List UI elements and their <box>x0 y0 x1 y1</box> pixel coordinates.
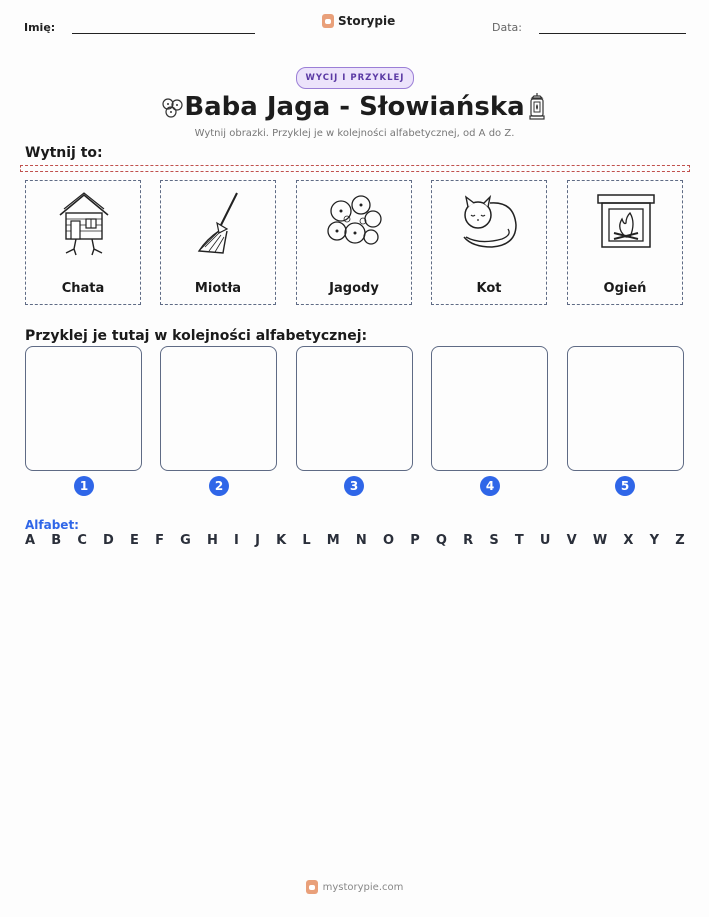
alphabet-letter: P <box>410 533 420 548</box>
slot-number-badge: 5 <box>615 476 635 496</box>
alphabet-letter: Y <box>649 533 660 548</box>
alphabet-letter: Q <box>435 533 447 548</box>
hut-icon <box>54 189 114 257</box>
alphabet-letter: A <box>25 533 36 548</box>
alphabet-label: Alfabet: <box>25 518 79 532</box>
alphabet-letter: F <box>155 533 164 548</box>
paste-slot-4[interactable] <box>431 346 548 471</box>
paste-slot-2[interactable] <box>160 346 277 471</box>
cut-card-miotla[interactable] <box>160 180 276 305</box>
date-label: Data: <box>492 21 522 34</box>
storypie-logo-icon <box>306 880 318 894</box>
card-label: Ogień <box>603 281 647 296</box>
name-line[interactable] <box>72 33 255 34</box>
paste-slot-3[interactable] <box>296 346 413 471</box>
alphabet-letter: L <box>302 533 311 548</box>
alphabet-letter: E <box>130 533 139 548</box>
brand-logo <box>322 14 395 28</box>
alphabet-letter: K <box>276 533 287 548</box>
alphabet-letter: W <box>592 533 608 548</box>
alphabet-letter: C <box>77 533 87 548</box>
alphabet-letter: J <box>255 533 260 548</box>
alphabet-letter: R <box>463 533 474 548</box>
paste-section-label: Przyklej je tutaj w kolejności alfabetycznej: <box>25 328 368 344</box>
activity-tag: WYCIJ I PRZYKLEJ <box>296 67 414 89</box>
card-label: Miotła <box>194 281 242 296</box>
alphabet-letter: U <box>539 533 551 548</box>
cut-card-kot[interactable] <box>431 180 547 305</box>
alphabet-row <box>25 533 685 548</box>
fireplace-icon <box>596 189 656 257</box>
brand-name: Storypie <box>338 14 396 28</box>
card-label: Jagody <box>329 281 379 296</box>
name-label: Imię: <box>24 21 56 34</box>
alphabet-letter: S <box>489 533 499 548</box>
card-label: Chata <box>61 281 105 296</box>
alphabet-letter: B <box>51 533 62 548</box>
date-line[interactable] <box>539 33 686 34</box>
lantern-icon <box>527 92 547 126</box>
alphabet-letter: Z <box>675 533 685 548</box>
cut-section-label: Wytnij to: <box>25 145 103 161</box>
cut-card-ogien[interactable] <box>567 180 683 305</box>
alphabet-letter: M <box>326 533 340 548</box>
page-title: Baba Jaga - Słowiańska <box>184 92 525 122</box>
alphabet-letter: T <box>514 533 524 548</box>
footer-url[interactable]: mystorypie.com <box>322 881 404 893</box>
alphabet-letter: G <box>180 533 191 548</box>
paste-slot-5[interactable] <box>567 346 684 471</box>
cut-line <box>20 165 690 172</box>
alphabet-letter: H <box>206 533 218 548</box>
cut-card-jagody[interactable] <box>296 180 412 305</box>
slot-number-badge: 2 <box>209 476 229 496</box>
alphabet-letter: I <box>234 533 239 548</box>
card-label: Kot <box>476 281 502 296</box>
slot-number-badge: 3 <box>344 476 364 496</box>
instructions: Wytnij obrazki. Przyklej je w kolejności alfabetycznej, od A do Z. <box>194 128 515 139</box>
alphabet-letter: D <box>103 533 114 548</box>
storypie-logo-icon <box>322 14 334 28</box>
slot-number-badge: 4 <box>480 476 500 496</box>
footer <box>0 880 709 894</box>
cut-card-chata[interactable] <box>25 180 141 305</box>
alphabet-letter: V <box>566 533 577 548</box>
cat-icon <box>456 189 524 257</box>
alphabet-letter: X <box>623 533 634 548</box>
berries-icon <box>325 189 385 257</box>
alphabet-letter: O <box>382 533 395 548</box>
alphabet-letter: N <box>355 533 367 548</box>
broom-icon <box>189 189 249 257</box>
slot-number-badge: 1 <box>74 476 94 496</box>
paste-slot-1[interactable] <box>25 346 142 471</box>
